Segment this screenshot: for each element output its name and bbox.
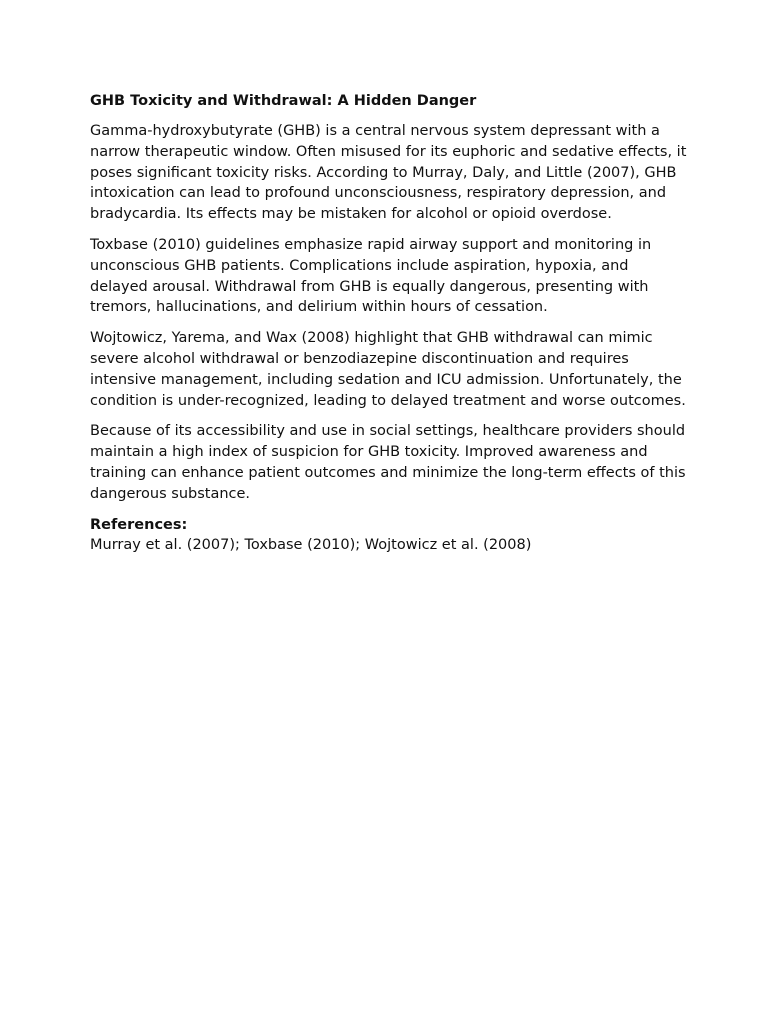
references-section — [90, 515, 690, 557]
document-page — [90, 90, 690, 556]
references-heading: References: — [90, 516, 188, 533]
document-title: GHB Toxicity and Withdrawal: A Hidden Danger — [90, 93, 477, 109]
paragraph-toxbase-guidelines: Toxbase (2010) guidelines emphasize rapid airway support and monitoring in unconscious GHB patients. Complications include aspiration, hypoxia, and delayed arousal. Withdrawal from GHB is equally dangerous, presenting with tremors, hallucinations, and delirium within hours of cessation. — [90, 236, 652, 316]
paragraph-withdrawal: Wojtowicz, Yarema, and Wax (2008) highlight that GHB withdrawal can mimic severe alcohol withdrawal or benzodiazepine discontinuation and requires intensive management, including sedation and ICU admission. Unfortunately, the condition is under-recognized, leading to delayed treatment and worse outcomes. — [90, 330, 686, 409]
paragraph-introduction: Gamma-hydroxybutyrate (GHB) is a central nervous system depressant with a narrow therapeutic window. Often misused for its euphoric and sedative effects, it poses significant toxicity risks. According to Murray, Daly, and Little (2007), GHB intoxication can lead to profound unconsciousness, respiratory depression, and bradycardia. Its effects may be mistaken for alcohol or opioid overdose. — [90, 123, 687, 223]
references-list: Murray et al. (2007); Toxbase (2010); Wojtowicz et al. (2008) — [90, 537, 532, 554]
paragraph-conclusion: Because of its accessibility and use in social settings, healthcare providers should maintain a high index of suspicion for GHB toxicity. Improved awareness and training can enhance patient outcomes and minimize the long-term effects of this dangerous substance. — [90, 423, 686, 502]
